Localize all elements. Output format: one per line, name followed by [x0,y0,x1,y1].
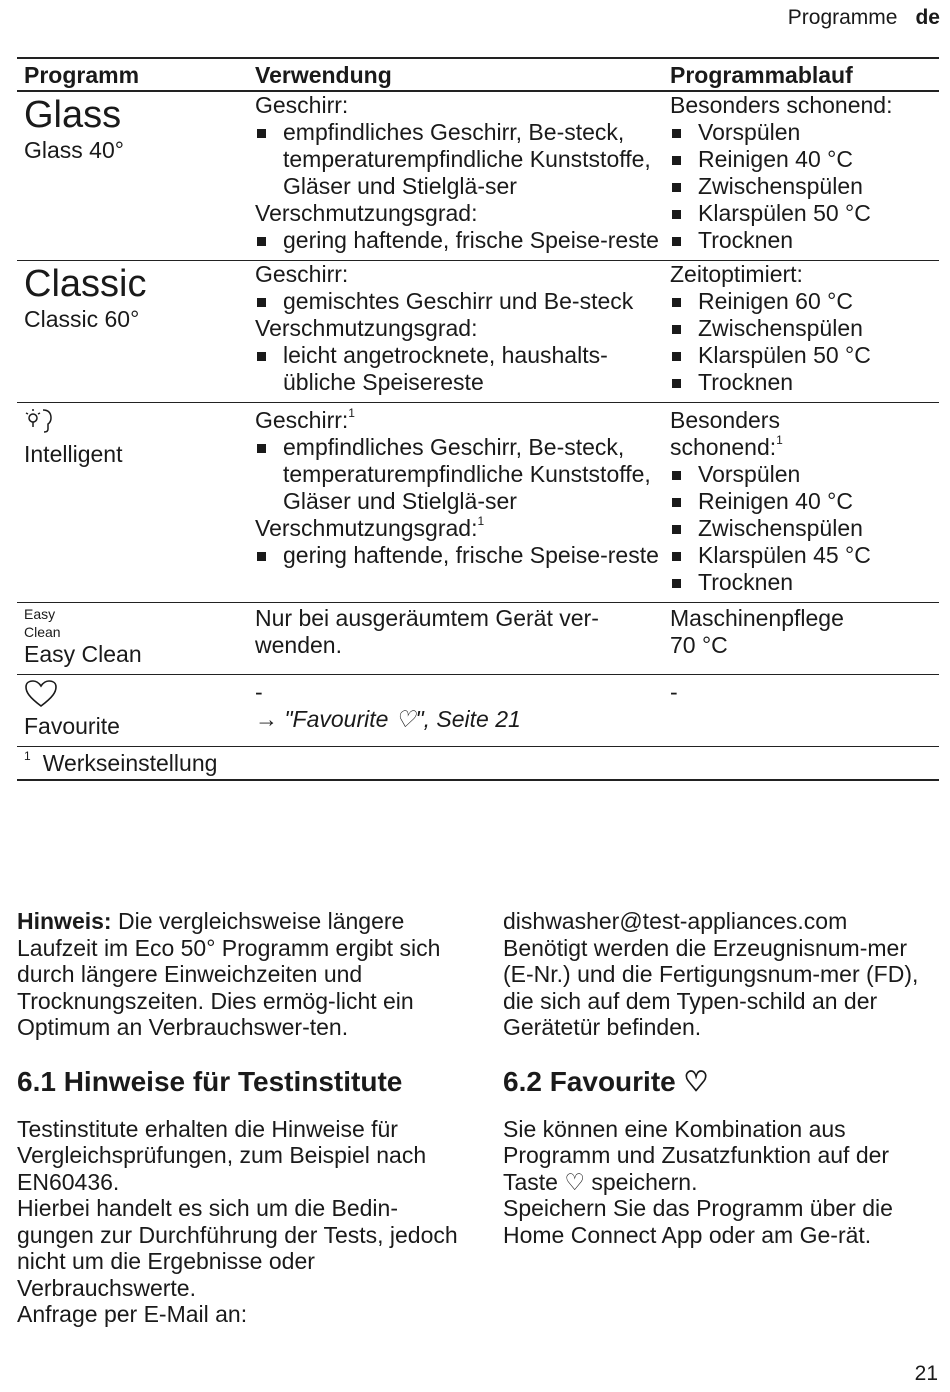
header-usage: Verwendung [255,62,392,88]
paragraph: Hierbei handelt es sich um die Bedin-gungen zur Durchführung der Tests, jedoch nicht um die Ergebnisse oder Verbrauchswerte. [17,1195,458,1301]
program-name: Easy Clean [24,641,142,667]
dirt-title: Verschmutzungsgrad: [255,515,478,541]
classic-symbol: Classic [24,263,147,305]
usage-title: Geschirr: [255,92,349,118]
footnote-ref: 1 [477,514,485,528]
list-item: empfindliches Geschirr, Be-steck, temperaturempfindliche Kunststoffe, Gläser und Stielglä-ser [255,434,663,515]
paragraph: Benötigt werden die Erzeugnisnum-mer (E-Nr.) und die Fertigungsnum-mer (FD), die sich auf dem Typen-schild an der Gerätetür befinden. [503,934,919,1040]
list-item: Reinigen 60 °C [670,288,939,315]
dirt-title-row [255,515,663,542]
program-table [17,57,939,781]
table-row-glass [17,92,939,261]
list-item: Vorspülen [670,461,939,488]
usage-dash: - [255,679,263,705]
list-item: gering haftende, frische Speise-reste [255,542,663,569]
list-item: Trocknen [670,227,939,254]
table-row-intelligent [17,403,939,603]
heart-icon [24,679,248,713]
usage-title: Geschirr: [255,261,349,287]
list-item: Zwischenspülen [670,173,939,200]
list-item: gering haftende, frische Speise-reste [255,227,663,254]
usage-text: Nur bei ausgeräumtem Gerät ver-wenden. [255,605,599,658]
list-item: Klarspülen 50 °C [670,200,939,227]
email-link[interactable]: dishwasher@test-appliances.com [503,908,848,934]
note-text: Die vergleichsweise längere Laufzeit im Eco 50° Programm ergibt sich durch längere Einweichzeiten und Trocknungszeiten. Dies ermög-licht ein Optimum an Verbrauchswer-ten. [17,908,441,1040]
program-name: Favourite [24,713,120,739]
table-footnote [17,747,939,781]
footnote-text: Werkseinstellung [42,750,218,776]
flow-text: Maschinenpflege 70 °C [670,605,844,658]
running-header [788,6,940,30]
flow-title: Besonders schonend: [670,92,893,118]
program-name: Intelligent [24,441,123,467]
section-heading-6-1: 6.1 Hinweise für Testinstitute [17,1065,403,1097]
dirt-title: Verschmutzungsgrad: [255,315,478,341]
paragraph: Speichern Sie das Programm über die Home Connect App oder am Ge-rät. [503,1195,893,1248]
left-column [17,908,462,1328]
table-row-easy-clean [17,603,939,675]
favourite-reference-link[interactable]: → "Favourite ♡", Seite 21 [255,706,521,732]
flow-title: Zeitoptimiert: [670,261,803,287]
flow-title: Besonders schonend: [670,407,780,460]
table-row-favourite [17,675,939,747]
table-row-classic [17,261,939,403]
list-item: leicht angetrocknete, haushalts-übliche Speisereste [255,342,663,396]
list-item: Reinigen 40 °C [670,146,939,173]
list-item: Vorspülen [670,119,939,146]
list-item: Trocknen [670,569,939,596]
program-name: Glass 40° [24,137,124,163]
flow-title-row [670,407,810,461]
footnote-mark: 1 [24,749,31,763]
easy-clean-symbol-line1: Easy [24,606,56,622]
dirt-title: Verschmutzungsgrad: [255,200,478,226]
glass-symbol: Glass [24,94,122,136]
program-name: Classic 60° [24,306,140,332]
list-item: Trocknen [670,369,939,396]
list-item: Reinigen 40 °C [670,488,939,515]
paragraph: Anfrage per E-Mail an: [17,1301,248,1327]
section-heading-6-2: 6.2 Favourite ♡ [503,1065,709,1097]
page-number: 21 [914,1362,938,1385]
list-item: Zwischenspülen [670,315,939,342]
section-name: Programme [787,6,898,29]
easy-clean-symbol-line2: Clean [24,624,61,640]
list-item: Zwischenspülen [670,515,939,542]
bulb-brain-icon [24,407,248,441]
table-header-row [17,59,939,92]
header-flow: Programmablauf [670,62,853,88]
note-label: Hinweis: [17,908,112,934]
list-item: gemischtes Geschirr und Be-steck [255,288,663,315]
list-item: empfindliches Geschirr, Be-steck, temperaturempfindliche Kunststoffe, Gläser und Stielglä-ser [255,119,663,200]
footnote-ref: 1 [776,433,783,447]
flow-dash: - [670,679,678,705]
language-tag: de [915,6,940,29]
note-paragraph [17,908,462,1041]
usage-title-row [255,407,663,434]
easy-clean-symbol [24,605,248,641]
right-column [503,908,933,1248]
header-program: Programm [24,62,140,88]
usage-title: Geschirr: [255,407,349,433]
list-item: Klarspülen 45 °C [670,542,939,569]
footnote-ref: 1 [348,406,355,420]
list-item: Klarspülen 50 °C [670,342,939,369]
paragraph: Sie können eine Kombination aus Programm und Zusatzfunktion auf der Taste ♡ speichern. [503,1115,890,1195]
paragraph: Testinstitute erhalten die Hinweise für Vergleichsprüfungen, zum Beispiel nach EN60436. [17,1115,427,1195]
